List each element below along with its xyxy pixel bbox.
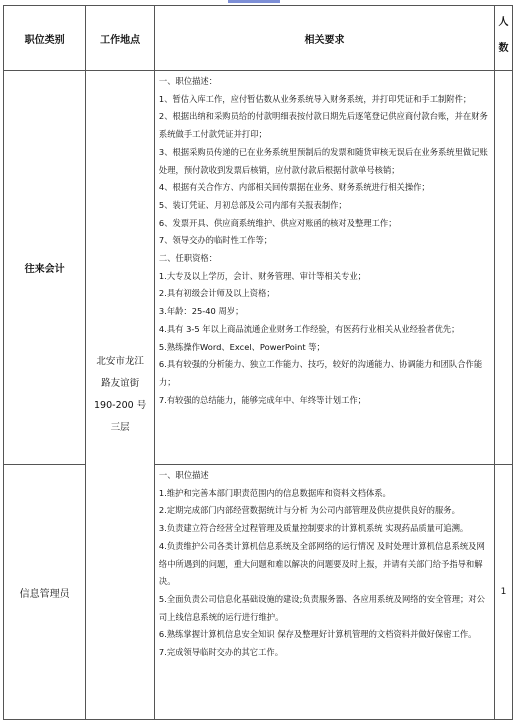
req-line: 7、领导交办的临时性工作等； xyxy=(158,235,273,246)
req-line: 7.完成领导临时交办的其它工作。 xyxy=(158,647,283,658)
req-line: 7.有较强的总结能力，能够完成年中、年终等计划工作； xyxy=(158,394,366,405)
location-line: 三层 xyxy=(110,422,130,433)
row-category: 往来会计 xyxy=(4,71,86,465)
req-line: 5.全面负责公司信息化基础设施的建设;负责服务器、各应用系统及网络的安全管理；对公司上线信息系统的运行进行维护。 xyxy=(158,593,485,622)
req-line: 4.具有 3-5 年以上商品流通企业财务工作经验，有医药行业相关从业经验者优先； xyxy=(158,323,460,334)
req-line: 1.维护和完善本部门职责范围内的信息数据库和资料文档体系。 xyxy=(158,487,391,498)
table-row xyxy=(4,465,513,720)
table-row xyxy=(4,71,513,465)
location-line: 190-200 号 xyxy=(94,400,147,411)
req-line: 2.定期完成部门内部经营数据统计与分析 为公司内部管理及供应提供良好的服务。 xyxy=(158,505,460,516)
req-line: 6.具有较强的分析能力、独立工作能力、技巧，较好的沟通能力、协调能力和团队合作能力； xyxy=(158,359,483,387)
req-line: 3.负责建立符合经营全过程管理及质量控制要求的计算机系统 实现药品质量可追溯。 xyxy=(158,523,469,534)
row-count xyxy=(495,71,513,465)
req-line: 1、暂估入库工作，应付暂估数从业务系统导入财务系统，并打印凭证和手工制附件； xyxy=(158,93,472,104)
req-line: 3.年龄：25-40 周岁； xyxy=(158,306,244,317)
req-line: 4、根据有关合作方、内部相关回传票据在业务、财务系统进行相关操作； xyxy=(158,182,430,193)
top-decoration xyxy=(228,0,280,3)
header-requirements: 相关要求 xyxy=(154,6,494,71)
location-cell xyxy=(86,71,155,720)
req-line: 5、装订凭证、月初总部及公司内部有关报表制作； xyxy=(158,199,347,210)
requirements-cell xyxy=(154,465,494,720)
req-line: 6、发票开具、供应商系统维护、供应对账函的核对及整理工作； xyxy=(158,217,397,228)
req-line: 3、根据采购员传递的已在业务系统里预制后的发票和随货审核无误后在业务系统里做记账处理，预付款收到发票后核销，应付款付款后根据付款单号核销； xyxy=(158,146,488,175)
job-table xyxy=(3,5,513,720)
header-location: 工作地点 xyxy=(86,6,155,71)
req-line: 一、职位描述 xyxy=(158,470,209,480)
req-line: 1.大专及以上学历，会计、财务管理、审计等相关专业； xyxy=(158,270,366,281)
req-line: 4.负责维护公司各类计算机信息系统及全部网络的运行情况 及时处理计算机信息系统及网络中所遇到的问题，重大问题和难以解决的问题要及时上报，并请有关部门给予指导和解决。 xyxy=(158,540,485,587)
header-count: 人数 xyxy=(495,6,513,71)
req-line: 2、根据出纳和采购员给的付款明细表按付款日期先后逐笔登记供应商付款台账，并在财务系统做手工付款凭证并打印； xyxy=(158,111,488,140)
row-category: 信息管理员 xyxy=(4,465,86,720)
req-line: 2.具有初级会计师及以上资格； xyxy=(158,288,275,299)
req-line: 5.熟练操作Word、Excel、PowerPoint 等； xyxy=(158,341,325,352)
location-line: 路友谊街 xyxy=(101,378,140,389)
location-line: 北安市龙江 xyxy=(96,356,144,367)
req-line: 二、任职资格： xyxy=(158,253,218,264)
row-count: 1 xyxy=(495,465,513,720)
req-line: 6.熟练掌握计算机信息安全知识 保存及整理好计算机管理的文档资料并做好保密工作。 xyxy=(158,629,477,640)
requirements-cell xyxy=(154,71,494,465)
req-line: 一、职位描述： xyxy=(158,76,218,86)
header-row xyxy=(4,6,513,71)
header-category: 职位类别 xyxy=(4,6,86,71)
